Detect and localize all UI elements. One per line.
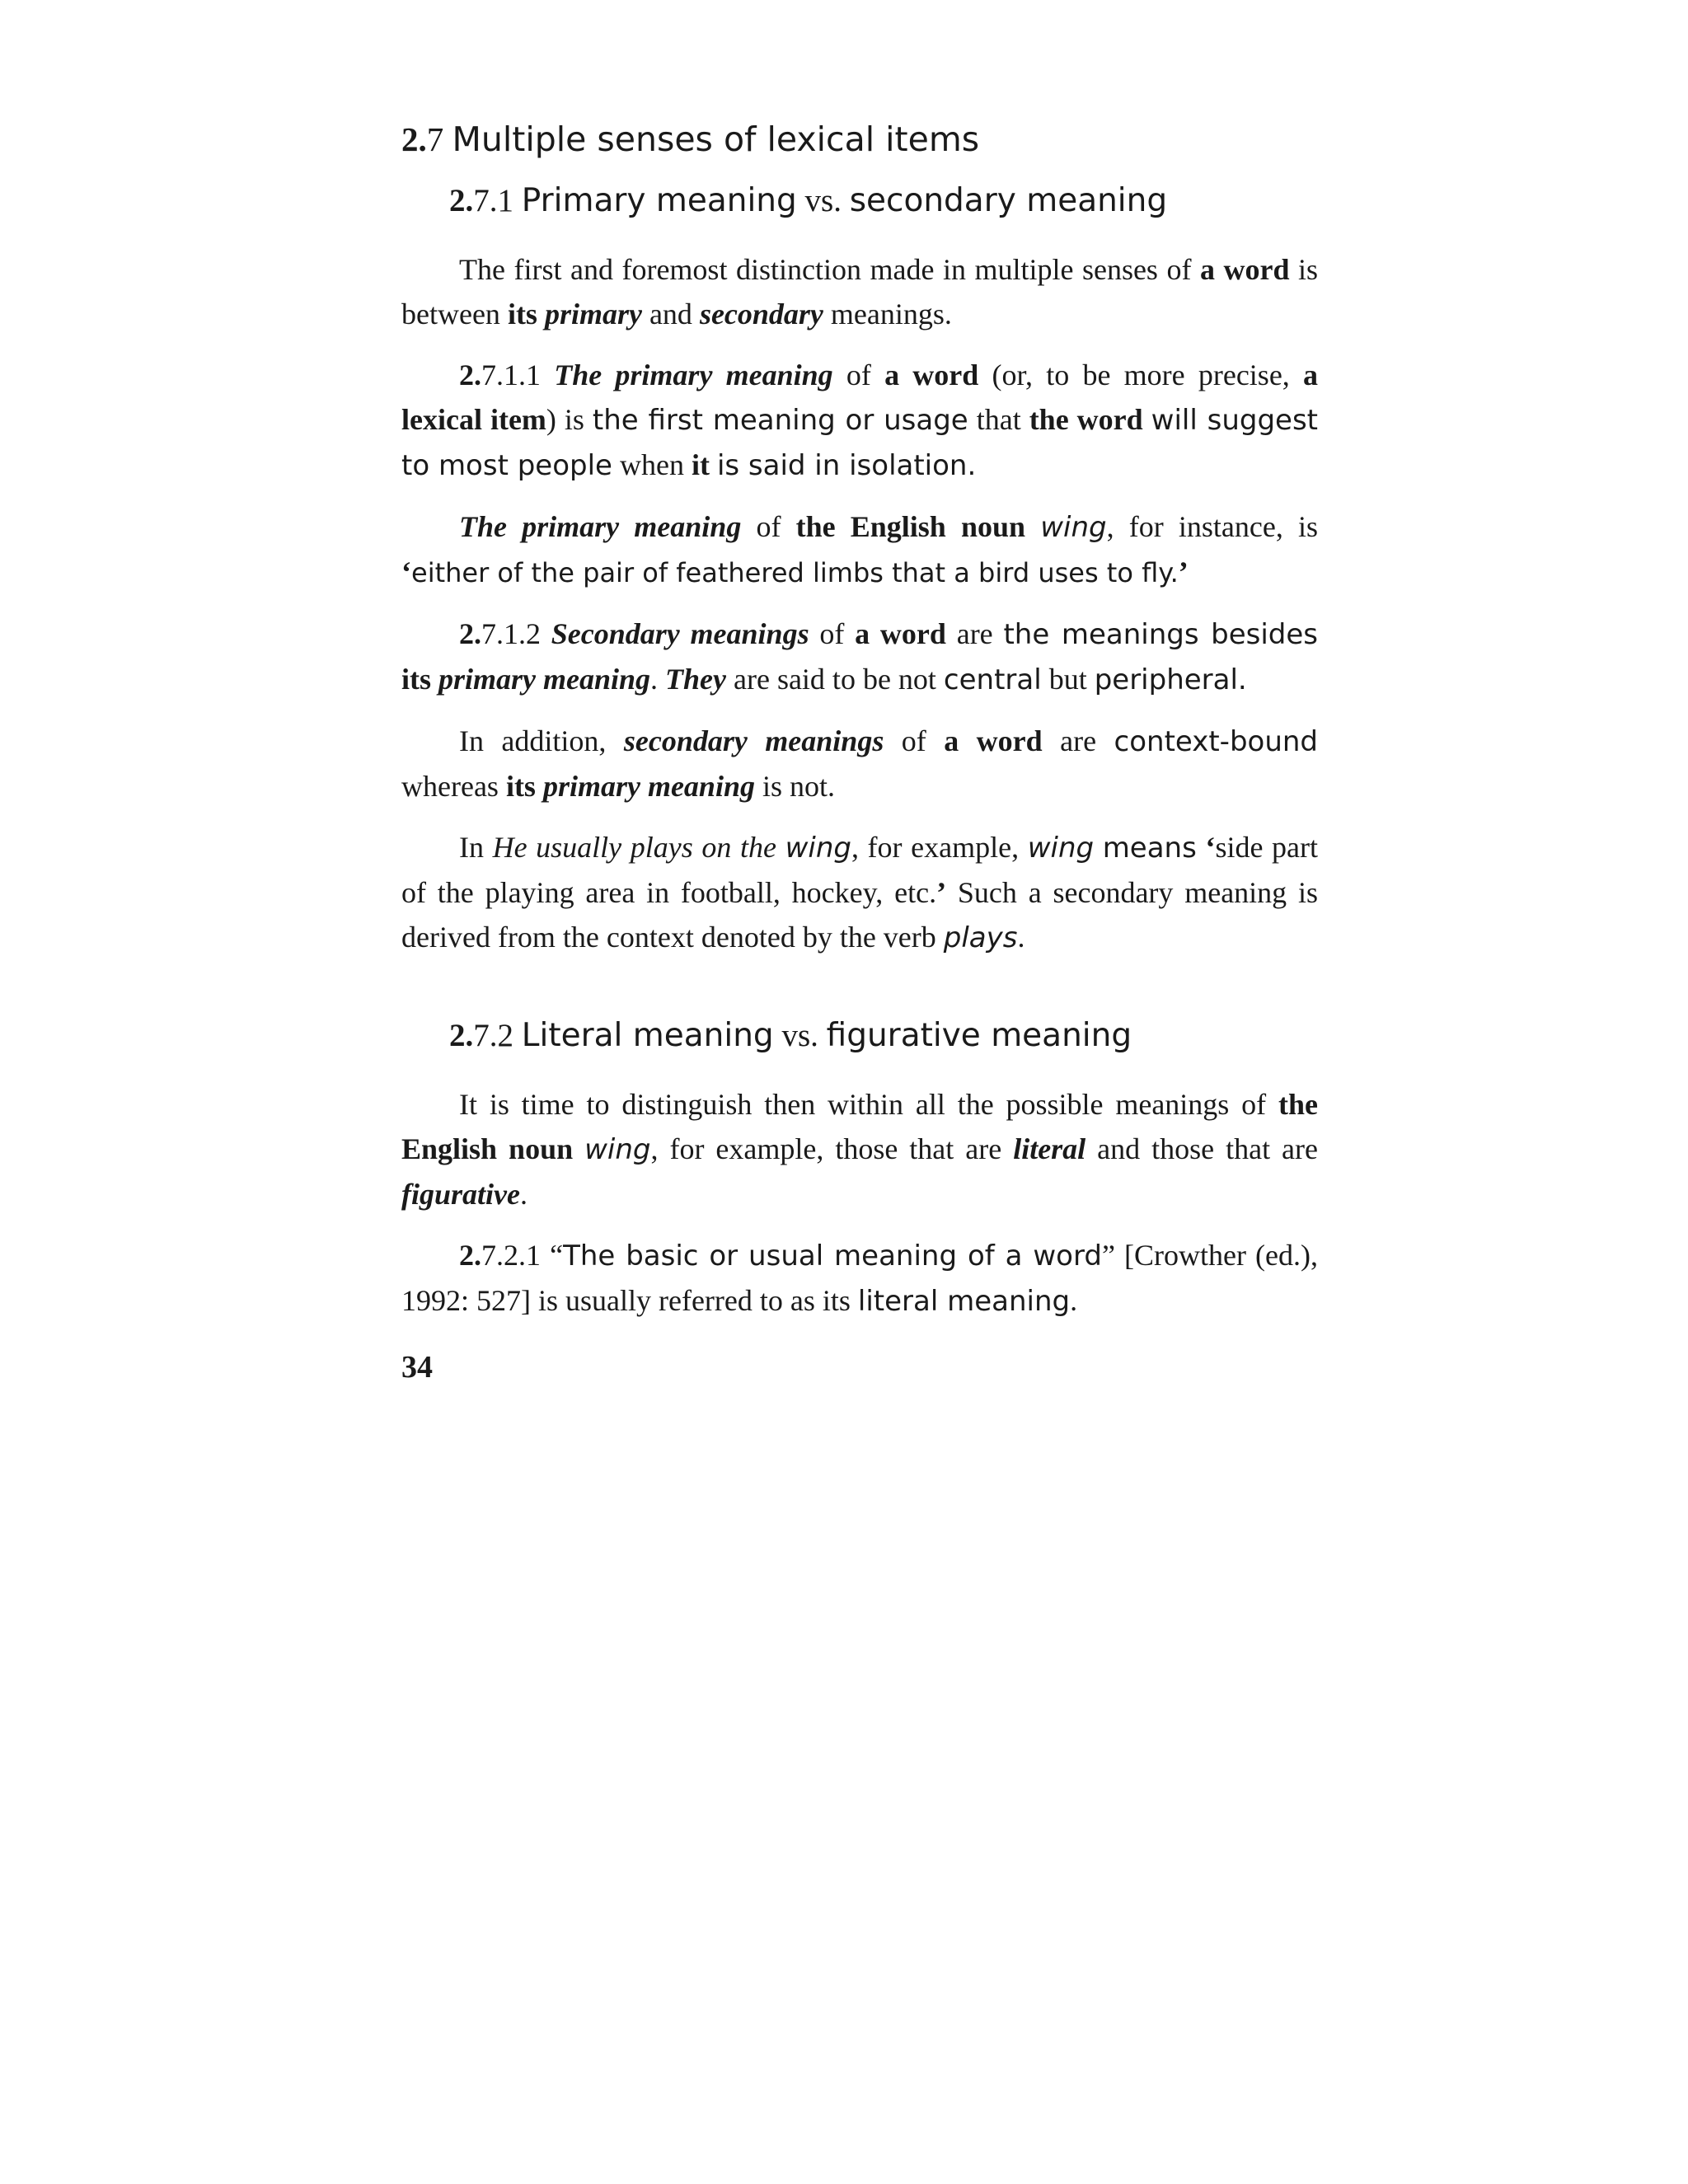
section-number-bold: 2. [401,120,427,158]
subsection-number: 7.2 [473,1018,513,1053]
paragraph-3: The primary meaning of the English noun wing, for instance, is ‘either of the pair of feathered limbs that a bird uses to fly.’ [401,510,1319,588]
paragraph-1: The first and foremost distinction made in multiple senses of a word is between its primary and secondary meanings. [401,253,1319,330]
paragraph-7: It is time to distinguish then within all the possible meanings of the English noun wing, for example, those that are literal and those that are figurative. [401,1088,1318,1211]
section-number: 7 [426,120,444,158]
subsection-number-bold: 2. [449,183,474,218]
subsection-number-bold: 2. [449,1018,474,1053]
subsection-title-part: figurative meaning [826,1017,1132,1054]
paragraph-6: In He usually plays on the wing, for example, wing means ‘side part of the playing area in football, hockey, etc.’ Such a secondary meaning is derived from the context denoted by the verb plays. [401,831,1318,954]
subsection-title-part: Primary meaning [521,182,797,219]
subsection-vs: vs. [804,183,842,218]
subsection-heading-2 [449,1013,1318,1059]
paragraph-4: 2.7.1.2 Secondary meanings of a word are the meanings besides its primary meaning. They are said to be not central but peripheral. [401,617,1319,696]
paragraph-2: 2.7.1.1 The primary meaning of a word (or, to be more precise, a lexical item) is the first meaning or usage that the word will suggest to most people when it is said in isolation. [401,359,1319,482]
subsection-heading-1 [449,178,1318,224]
subsection-title-part: Literal meaning [521,1017,774,1054]
subsection-title-part: secondary meaning [849,182,1168,219]
paragraph-5: In addition, secondary meanings of a word are context-bound whereas its primary meaning is not. [401,724,1319,803]
section-heading [401,115,1318,163]
subsection-number: 7.1 [473,183,513,218]
paragraph-8: 2.7.2.1 “The basic or usual meaning of a word” [Crowther (ed.), 1992: 527] is usually referred to as its literal meaning. [401,1239,1319,1318]
page-number: 34 [401,1350,433,1385]
subsection-vs: vs. [781,1018,818,1053]
document-page [401,115,1318,1390]
section-title: Multiple senses of lexical items [452,120,980,159]
